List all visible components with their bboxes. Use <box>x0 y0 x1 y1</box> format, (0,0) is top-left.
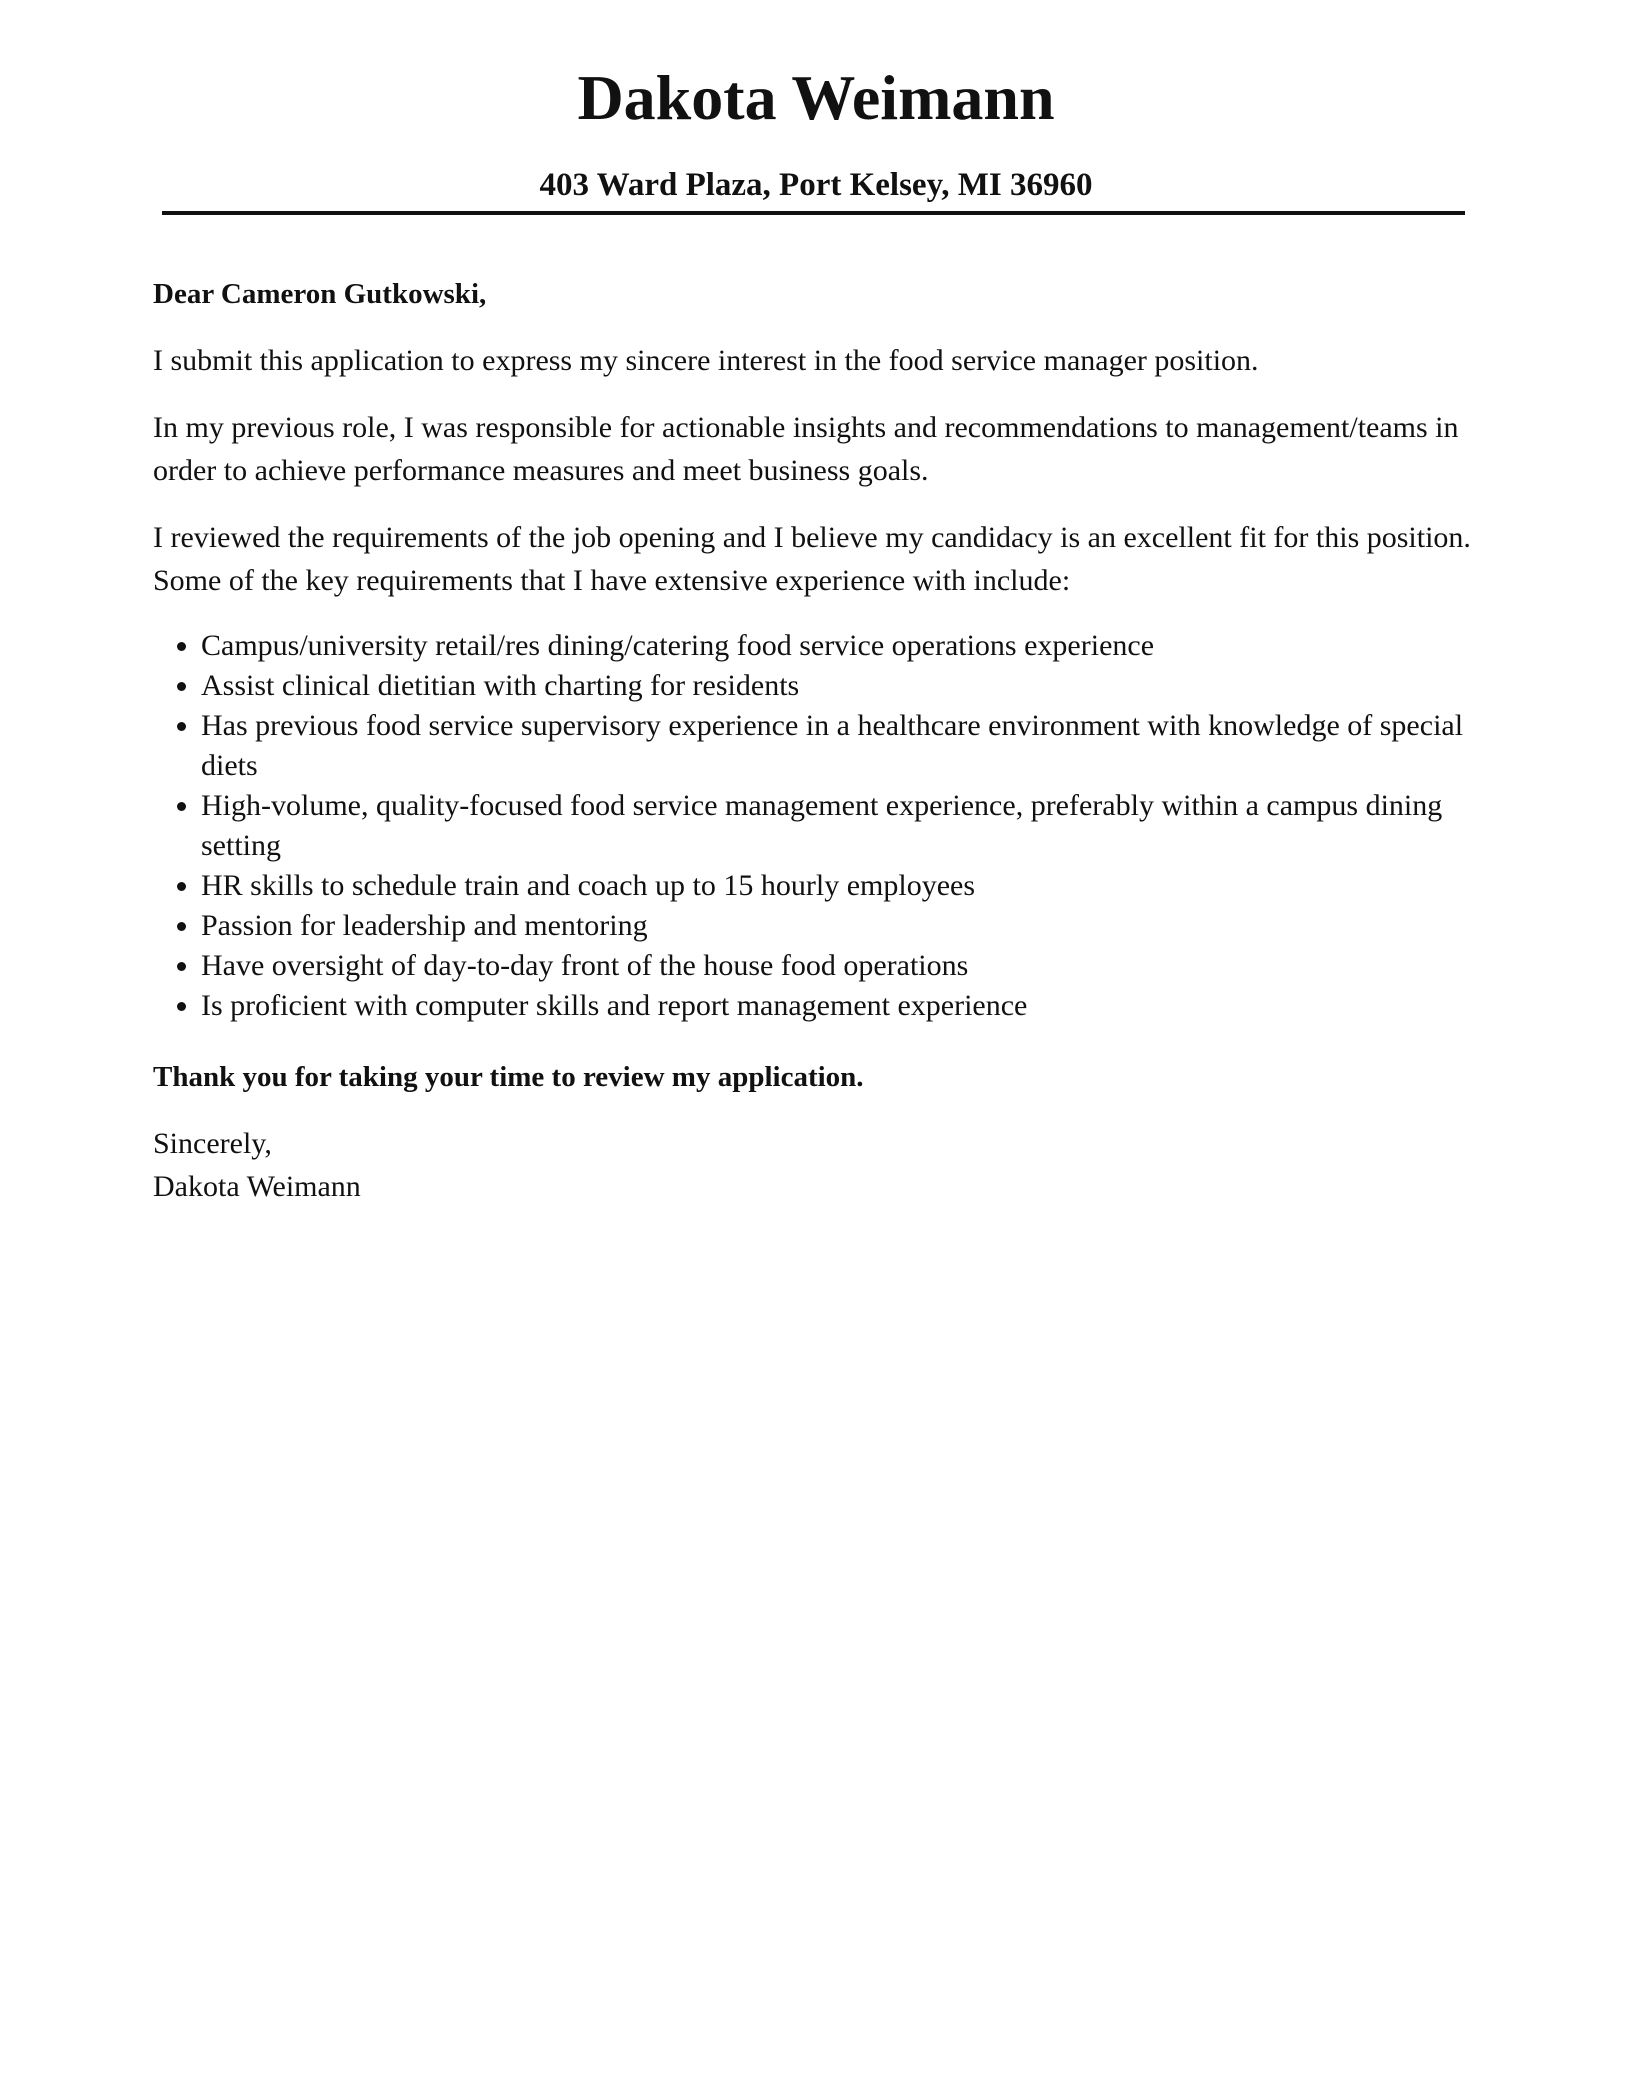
signoff: Sincerely, <box>153 1127 272 1160</box>
list-item: • Assist clinical dietitian with charting for residents <box>201 666 1483 706</box>
list-item: • Have oversight of day-to-day front of the house food operations <box>201 946 1483 986</box>
requirements-list <box>153 626 1483 1026</box>
applicant-name: Dakota Weimann <box>577 62 1055 133</box>
list-item: • Has previous food service supervisory experience in a healthcare environment with knowledge of special diets <box>201 706 1483 786</box>
paragraph-requirements-intro: I reviewed the requirements of the job opening and I believe my candidacy is an excellent fit for this position. Some of the key requirements that I have extensive experience with include: <box>153 521 1471 597</box>
list-item: • Passion for leadership and mentoring <box>201 906 1483 946</box>
list-item: • High-volume, quality-focused food service management experience, preferably within a campus dining setting <box>201 786 1483 866</box>
list-item: • Campus/university retail/res dining/catering food service operations experience <box>201 626 1483 666</box>
paragraph-previous-role: In my previous role, I was responsible for actionable insights and recommendations to management/teams in order to achieve performance measures and meet business goals. <box>153 411 1459 487</box>
list-item: • HR skills to schedule train and coach up to 15 hourly employees <box>201 866 1483 906</box>
greeting: Dear Cameron Gutkowski, <box>153 278 487 310</box>
list-item: • Is proficient with computer skills and report management experience <box>201 986 1483 1026</box>
signature-name: Dakota Weimann <box>153 1170 361 1203</box>
paragraph-intro: I submit this application to express my sincere interest in the food service manager position. <box>153 344 1259 377</box>
letter-body <box>153 273 1483 1208</box>
applicant-address: 403 Ward Plaza, Port Kelsey, MI 36960 <box>539 167 1093 203</box>
header-divider <box>162 211 1465 215</box>
thank-you-line: Thank you for taking your time to review my application. <box>153 1061 864 1093</box>
